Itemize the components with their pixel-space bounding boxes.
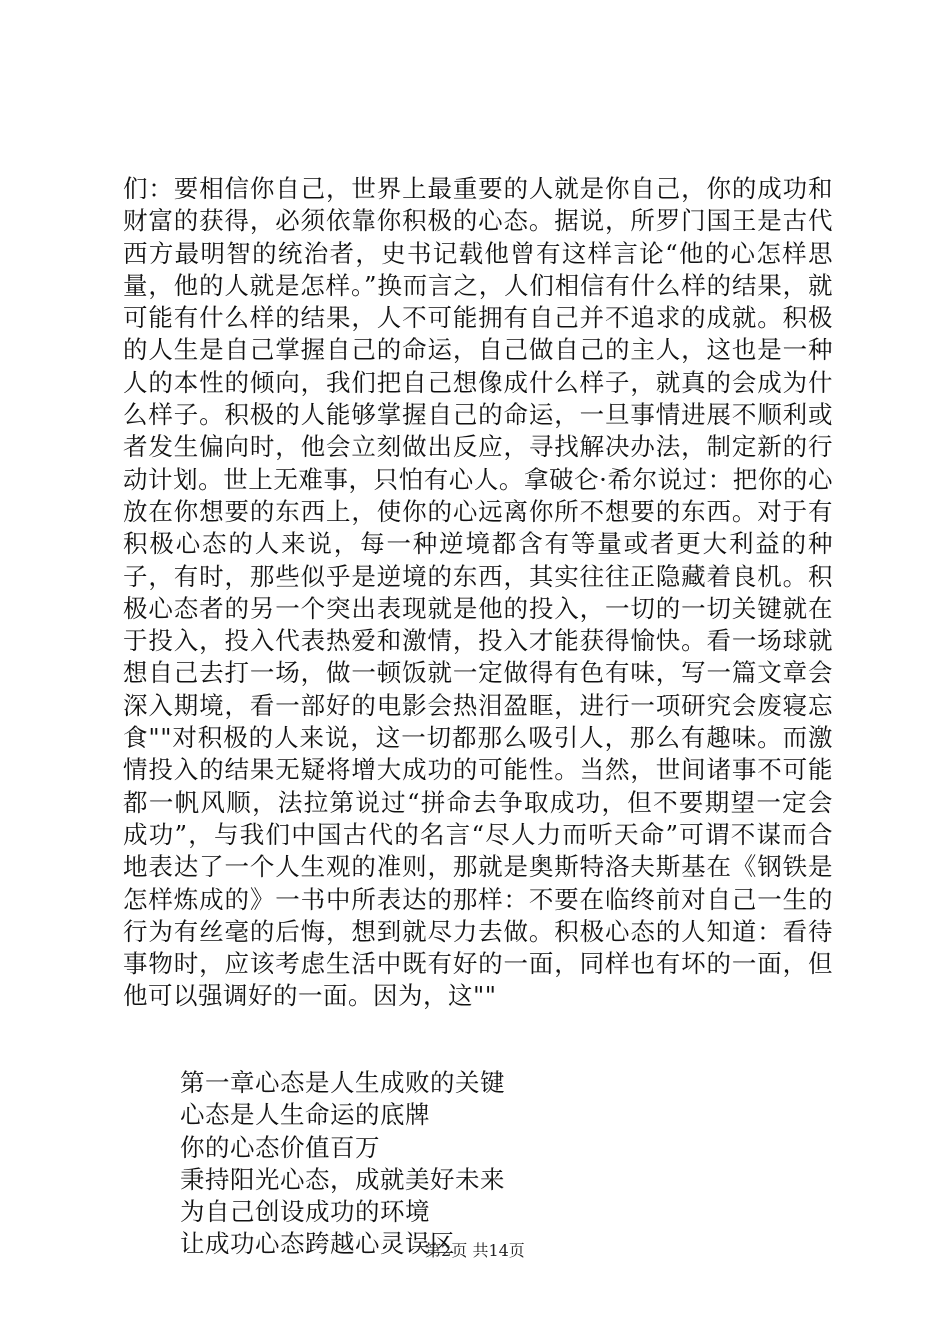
chapter-list-item: 秉持阳光心态，成就美好未来 <box>180 1164 505 1194</box>
chapter-list-item: 心态是人生命运的底牌 <box>180 1100 430 1130</box>
chapter-list-item: 为自己创设成功的环境 <box>180 1197 430 1227</box>
chapter-list-item: 你的心态价值百万 <box>180 1132 380 1162</box>
chapter-list <box>180 1067 505 1261</box>
page-number-footer: 第2页 共14页 <box>425 1241 525 1260</box>
chapter-list-item: 第一章心态是人生成败的关键 <box>180 1068 505 1097</box>
chapter-list-item: 让成功心态跨越心灵误区 <box>180 1229 455 1259</box>
body-paragraph: 们：要相信你自己，世界上最重要的人就是你自己，你的成功和财富的获得，必须依靠你积极的心态。据说，所罗门国王是古代西方最明智的统治者，史书记载他曾有这样言论“他的心怎样思量，他的人就是怎样。”换而言之，人们相信有什么样的结果，就可能有什么样的结果，人不可能拥有自己并不追求的成就。积极的人生是自己掌握自己的命运，自己做自己的主人，这也是一种人的本性的倾向，我们把自己想像成什么样子，就真的会成为什么样子。积极的人能够掌握自己的命运，一旦事情进展不顺利或者发生偏向时，他会立刻做出反应，寻找解决办法，制定新的行动计划。世上无难事，只怕有心人。拿破仑·希尔说过：把你的心放在你想要的东西上，使你的心远离你所不想要的东西。对于有积极心态的人来说，每一种逆境都含有等量或者更大利益的种子，有时，那些似乎是逆境的东西，其实往往正隐藏着良机。积极心态者的另一个突出表现就是他的投入，一切的一切关键就在于投入，投入代表热爱和激情，投入才能获得愉快。看一场球就想自己去打一场，做一顿饭就一定做得有色有味，写一篇文章会深入期境，看一部好的电影会热泪盈眶，进行一项研究会废寝忘食""对积极的人来说，这一切都那么吸引人，那么有趣味。而激情投入的结果无疑将增大成功的可能性。当然，世间诸事不可能都一帆风顺，法拉第说过“拼命去争取成功，但不要期望一定会成功”，与我们中国古代的名言“尽人力而听天命”可谓不谋而合地表达了一个人生观的准则，那就是奥斯特洛夫斯基在《钢铁是怎样炼成的》一书中所表达的那样：不要在临终前对自己一生的行为有丝毫的后悔，想到就尽力去做。积极心态的人知道：看待事物时，应该考虑生活中既有好的一面，同样也有坏的一面，但他可以强调好的一面。因为，这"" <box>123 174 833 1011</box>
